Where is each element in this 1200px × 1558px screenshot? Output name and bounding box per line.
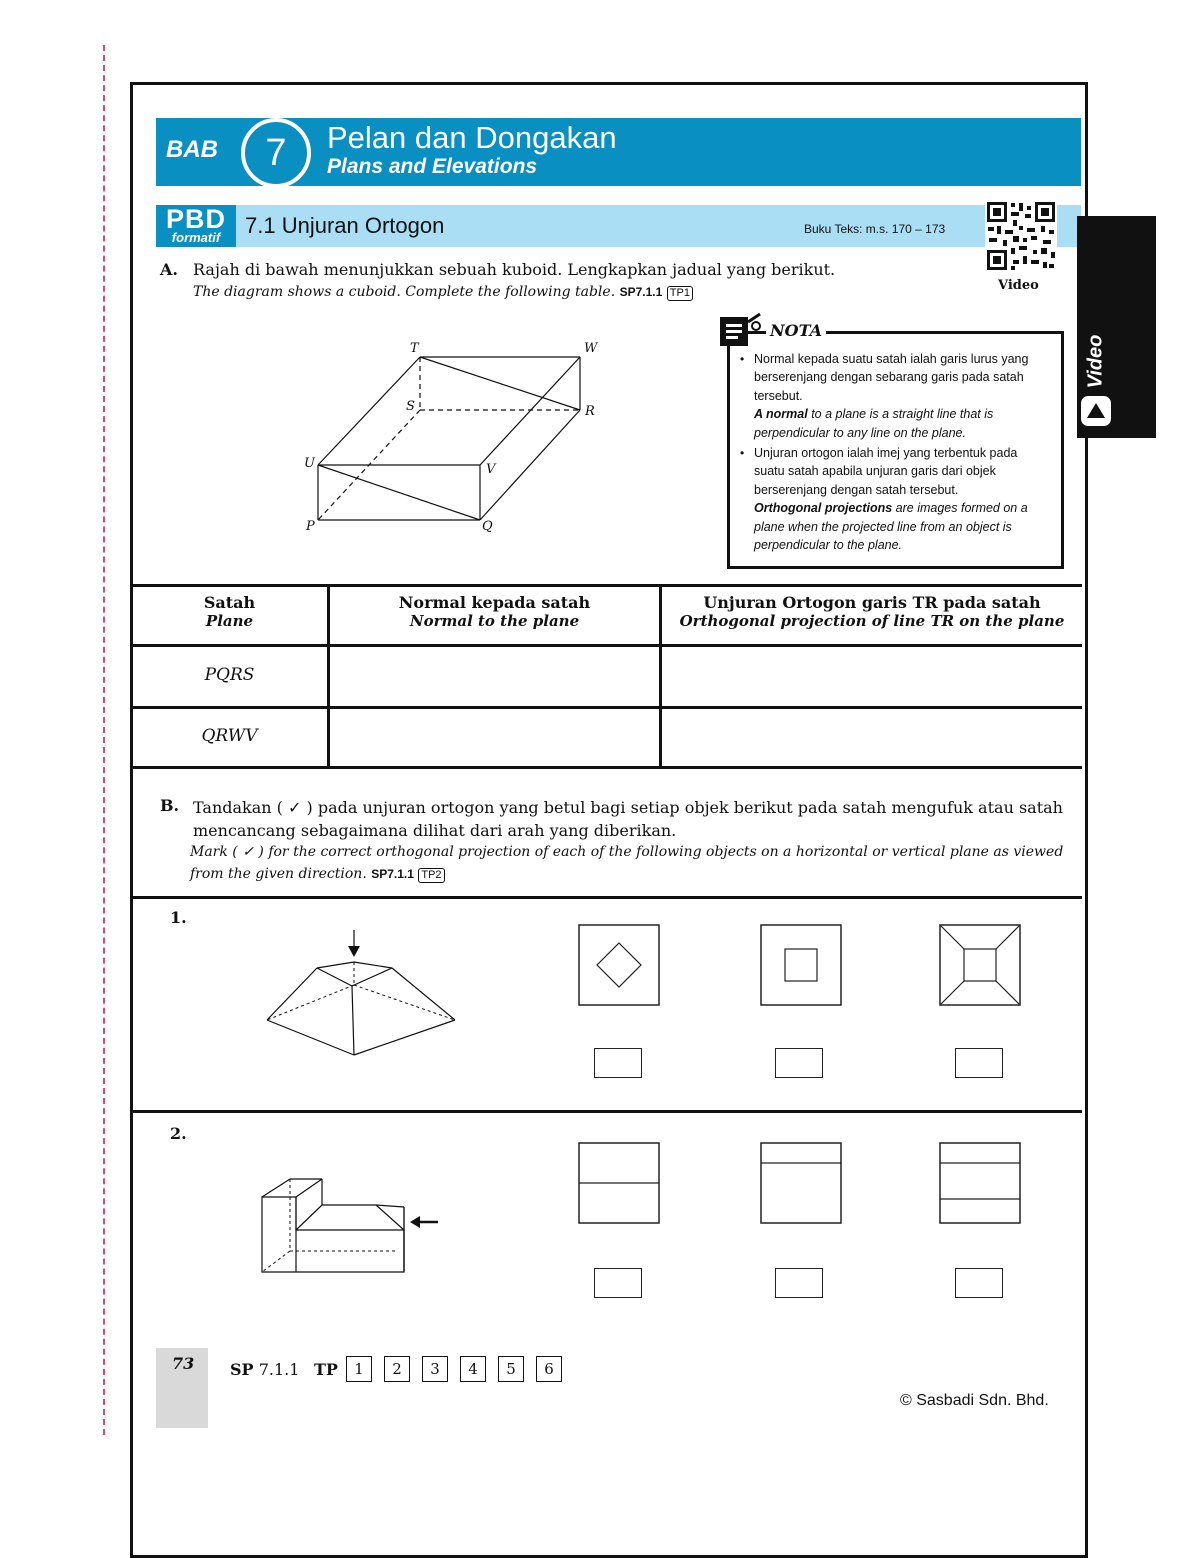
table-header-plane-ms: Satah — [203, 593, 256, 612]
projection-option-2a — [578, 1142, 660, 1224]
tp-box-6[interactable]: 6 — [536, 1356, 562, 1382]
nota-item-2 — [738, 444, 1050, 554]
question-b-sp-code: SP7.1.1 — [371, 867, 414, 881]
nota-title-rule — [830, 331, 1060, 334]
question-a-text: Rajah di bawah menunjukkan sebuah kuboid. Lengkapkan jadual yang berikut. — [193, 260, 836, 279]
question-a-sp-code: SP7.1.1 — [619, 285, 663, 299]
chapter-subtitle: Plans and Elevations — [327, 155, 538, 178]
table-row-qrwv-plane: QRWV — [201, 726, 258, 746]
vertex-label-w: W — [584, 341, 598, 356]
table-header-plane-en: Plane — [205, 612, 254, 630]
pbd-badge-top: PBD — [165, 204, 226, 234]
table-row-border — [132, 706, 1082, 709]
vertex-label-u: U — [304, 456, 315, 471]
table-row-pqrs-plane: PQRS — [204, 665, 255, 685]
chapter-number: 7 — [241, 118, 311, 188]
table-header-border — [132, 644, 1082, 647]
question-a-text-en — [193, 284, 693, 301]
nota-title: NOTA — [766, 321, 826, 340]
item2-top-border — [132, 1110, 1082, 1113]
table-header-normal — [330, 593, 659, 630]
tp-box-4[interactable]: 4 — [460, 1356, 486, 1382]
play-icon[interactable] — [1081, 396, 1111, 426]
copyright: © Sasbadi Sdn. Bhd. — [900, 1392, 1049, 1409]
vertex-label-s: S — [406, 399, 415, 414]
qr-code-icon[interactable] — [985, 200, 1057, 272]
vertex-label-q: Q — [482, 519, 493, 534]
question-b-letter: B. — [160, 796, 180, 815]
note-icon — [718, 312, 764, 348]
table-header-normal-en: Normal to the plane — [409, 612, 580, 630]
table-row-qrwv-normal-cell[interactable] — [332, 711, 657, 765]
page-number: 73 — [172, 1354, 195, 1373]
footer-sp-label: SP — [230, 1360, 254, 1379]
question-b-text-en-body: Mark ( ✓ ) for the correct orthogonal projection of each of the following objects on a horizontal or vertical plane as viewed from the given direction. — [190, 844, 1064, 882]
textbook-reference: Buku Teks: m.s. 170 – 173 — [804, 222, 946, 236]
table-top-border — [132, 584, 1082, 587]
projection-option-1c — [939, 924, 1021, 1006]
table-header-projection-en: Orthogonal projection of line TR on the plane — [679, 612, 1065, 630]
nota-item-1-en-bold: A normal — [754, 407, 808, 422]
projection-option-1b — [760, 924, 842, 1006]
item-1-number: 1. — [170, 908, 187, 927]
table-bottom-border — [132, 766, 1082, 769]
pbd-badge-bottom: formatif — [171, 230, 221, 245]
nota-bullet-2: • — [740, 446, 745, 460]
projection-option-2b — [760, 1142, 842, 1224]
footer-sp-value: 7.1.1 — [258, 1360, 300, 1379]
footer-tp-label: TP — [314, 1360, 338, 1379]
question-a-letter: A. — [160, 260, 178, 279]
table-header-projection — [662, 593, 1082, 630]
vertex-label-t: T — [410, 341, 419, 356]
tp-box-2[interactable]: 2 — [384, 1356, 410, 1382]
answer-box-2c[interactable] — [955, 1268, 1003, 1298]
qr-video-label: Video — [998, 278, 1039, 293]
question-b-tp-tag: TP2 — [418, 868, 444, 883]
nota-item-1-ms: Normal kepada suatu satah ialah garis lurus yang berserenjang dengan sebarang garis pada satah tersebut. — [754, 352, 1029, 403]
table-header-projection-ms: Unjuran Ortogon garis TR pada satah — [703, 593, 1041, 612]
vertex-label-p: P — [306, 519, 315, 534]
question-a-text-en-body: The diagram shows a cuboid. Complete the following table. — [193, 284, 616, 300]
question-b-text: Tandakan ( ✓ ) pada unjuran ortogon yang betul bagi setiap objek berikut pada satah mengufuk atau satah mencancang sebagaimana dilihat dari arah yang diberikan. — [193, 798, 1063, 840]
projection-option-1a — [578, 924, 660, 1006]
table-row-qrwv-projection-cell[interactable] — [664, 711, 1080, 765]
pbd-badge — [156, 205, 236, 247]
table-row-pqrs-projection-cell[interactable] — [664, 650, 1080, 704]
table-header-plane — [132, 593, 327, 630]
nota-item-1-en — [754, 405, 1050, 442]
tp-box-1[interactable]: 1 — [346, 1356, 372, 1382]
tp-box-5[interactable]: 5 — [498, 1356, 524, 1382]
projection-option-2c — [939, 1142, 1021, 1224]
footer-sp — [230, 1360, 299, 1379]
item1-top-border — [132, 896, 1082, 899]
table-header-normal-ms: Normal kepada satah — [398, 593, 591, 612]
item-2-number: 2. — [170, 1124, 187, 1143]
question-a-tp-tag: TP1 — [667, 286, 693, 301]
vertex-label-v: V — [486, 462, 496, 477]
answer-box-1c[interactable] — [955, 1048, 1003, 1078]
table-row-pqrs-normal-cell[interactable] — [332, 650, 657, 704]
nota-bullet-1: • — [740, 352, 745, 366]
tp-box-3[interactable]: 3 — [422, 1356, 448, 1382]
cuboid-diagram — [300, 335, 620, 540]
side-video-tab-label: Video — [1084, 334, 1107, 389]
l-shape-object — [258, 1175, 444, 1275]
nota-item-2-en — [754, 499, 1050, 554]
vertex-label-r: R — [585, 404, 595, 419]
nota-item-1 — [738, 350, 1050, 442]
nota-item-2-en-rest: are images formed on a plane when the projected line from an object is perpendicular to the plane. — [754, 501, 1028, 553]
section-title: 7.1 Unjuran Ortogon — [245, 213, 445, 238]
nota-item-2-en-bold: Orthogonal projections — [754, 501, 893, 516]
question-b-text-en — [190, 841, 1065, 885]
answer-box-1b[interactable] — [775, 1048, 823, 1078]
chapter-label: BAB — [166, 136, 218, 163]
answer-box-2b[interactable] — [775, 1268, 823, 1298]
nota-item-2-ms: Unjuran ortogon ialah imej yang terbentuk pada suatu satah apabila unjuran garis dari objek berserenjang dengan satah tersebut. — [754, 446, 1018, 497]
answer-box-1a[interactable] — [594, 1048, 642, 1078]
answer-box-2a[interactable] — [594, 1268, 642, 1298]
cut-guide-line — [103, 45, 105, 1435]
frustum-object — [262, 930, 462, 1060]
chapter-title: Pelan dan Dongakan — [327, 120, 617, 155]
nota-item-1-en-rest: to a plane is a straight line that is perpendicular to any line on the plane. — [754, 407, 994, 440]
